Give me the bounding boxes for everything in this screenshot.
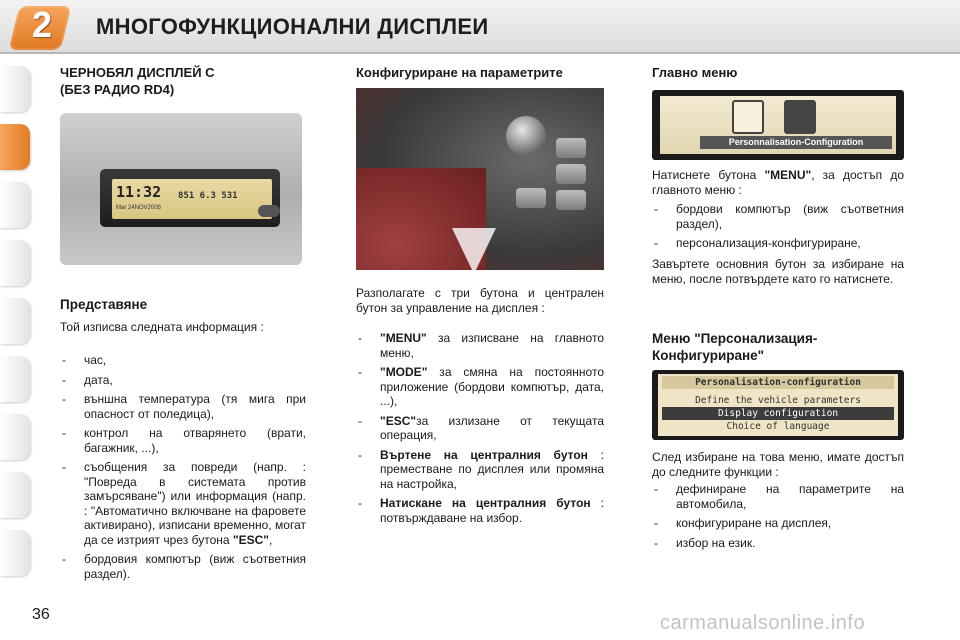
chapter-tab-9[interactable] <box>0 530 30 576</box>
pointer-wedge <box>452 228 496 270</box>
perso-row-title: Personalisation-configuration <box>662 376 894 389</box>
chapter-tab-3[interactable] <box>0 182 30 228</box>
esc-keyword: "ESC" <box>232 532 269 547</box>
column1-list <box>60 353 306 586</box>
list-item: - избор на език. <box>652 536 904 551</box>
display-knob <box>258 205 280 217</box>
list-item <box>356 414 604 443</box>
control-button <box>556 138 586 158</box>
column1-heading-line1: ЧЕРНОБЯЛ ДИСПЛЕЙ С <box>60 65 215 80</box>
list-item: - конфигуриране на дисплея, <box>652 516 904 531</box>
column3-intro <box>652 168 904 197</box>
esc-key: "ESC" <box>380 413 417 428</box>
monochrome-display-photo <box>60 113 302 265</box>
chapter-tab-5[interactable] <box>0 298 30 344</box>
heading2-line2: Конфигуриране" <box>652 348 765 363</box>
watermark: carmanualsonline.info <box>660 612 866 634</box>
chapter-number: 2 <box>31 4 53 45</box>
esc-suffix: , <box>268 532 273 547</box>
control-button <box>556 190 586 210</box>
heading2-line1: Меню "Персонализация- <box>652 331 818 346</box>
column3-heading: Главно меню <box>652 65 738 80</box>
column2-list <box>356 331 604 530</box>
chapter-tab-7[interactable] <box>0 414 30 460</box>
list-item <box>356 496 604 525</box>
list-item: - бордовия компютър (виж съответния раздел). <box>60 552 306 581</box>
perso-row: Choice of language <box>726 421 830 432</box>
page-header <box>0 0 960 54</box>
main-menu-screen <box>652 90 904 160</box>
list-item <box>356 365 604 409</box>
list-item <box>356 448 604 492</box>
menu-key: "MENU" <box>380 331 427 345</box>
display-values: 851 6.3 531 <box>178 191 238 201</box>
column3-list2 <box>652 482 904 555</box>
intro-post: , за достъп до главното меню : <box>652 168 905 197</box>
column3-list <box>652 202 904 256</box>
list-item <box>356 331 604 360</box>
control-button <box>516 188 546 208</box>
personalisation-menu-screen <box>652 370 904 440</box>
chapter-tab-2[interactable] <box>0 124 30 170</box>
page-number: 36 <box>32 606 50 623</box>
list-item <box>60 460 306 547</box>
list-item-text: : преместване по дисплея или промяна на настройка, <box>380 447 604 491</box>
display-time: 11:32 <box>116 183 162 201</box>
list-item: - персонализация-конфигуриране, <box>652 236 904 251</box>
menu-banner: Personnalisation-Configuration <box>700 136 892 149</box>
column2-heading: Конфигуриране на параметрите <box>356 65 563 80</box>
list-item: - дата, <box>60 373 306 388</box>
chapter-tab-8[interactable] <box>0 472 30 518</box>
chapter-tab-1[interactable] <box>0 66 30 112</box>
perso-row-selected: Display configuration <box>662 407 894 420</box>
settings-icon <box>784 100 816 134</box>
column3-heading2 <box>652 330 904 364</box>
page-title: МНОГОФУНКЦИОНАЛНИ ДИСПЛЕИ <box>96 14 489 39</box>
column1-intro: Той изписва следната информация : <box>60 320 264 334</box>
perso-row: Define the vehicle parameters <box>695 395 861 406</box>
intro-pre: Натиснете бутона <box>652 168 765 182</box>
chapter-tab-4[interactable] <box>0 240 30 286</box>
menu-key: "MENU" <box>764 168 812 182</box>
list-item: - бордови компютър (виж съответния раздел), <box>652 202 904 231</box>
rotate-knob-key: Въртене на централния бутон <box>380 447 588 462</box>
column3-intro2: След избиране на това меню, имате достъп до следните функции : <box>652 450 904 479</box>
trip-computer-icon <box>732 100 764 134</box>
mode-key: "MODE" <box>380 365 428 379</box>
list-item: - външна температура (тя мига при опасност от поледица), <box>60 392 306 421</box>
control-buttons-photo <box>356 88 604 270</box>
column1-heading <box>60 64 310 98</box>
column1-heading-line2: (БЕЗ РАДИО RD4) <box>60 82 175 97</box>
press-knob-key: Натискане на централния бутон <box>380 496 591 510</box>
control-button <box>556 164 586 184</box>
list-item: - час, <box>60 353 306 368</box>
list-item-text: съобщения за повреди (напр. : "Повреда в системата против замърсяване") или информация (напр. : "Автоматично включване на фаровете активирано), изписани временно, могат да се изтрият чрез бутона <box>84 460 306 547</box>
list-item-text: за излизане от текущата операция, <box>380 413 604 442</box>
column2-intro: Разполагате с три бутона и централен бутон за управление на дисплея : <box>356 286 604 315</box>
column3-note: Завъртете основния бутон за избиране на меню, после потвърдете като го натиснете. <box>652 257 904 286</box>
chapter-tab-6[interactable] <box>0 356 30 402</box>
list-item-text: : потвърждаване на избор. <box>380 496 605 525</box>
list-item-text: за изписване на главното меню, <box>380 331 604 360</box>
list-item: - контрол на отварянето (врати, багажник, ...), <box>60 426 306 455</box>
section-title-presentation: Представяне <box>60 297 148 312</box>
display-date: Mar 24NOV2005 <box>116 205 162 211</box>
list-item-text: за смяна на постоянното приложение (бордови компютър, дата, ...), <box>380 365 604 408</box>
central-knob <box>506 116 546 156</box>
list-item: - дефиниране на параметрите на автомобила, <box>652 482 904 511</box>
